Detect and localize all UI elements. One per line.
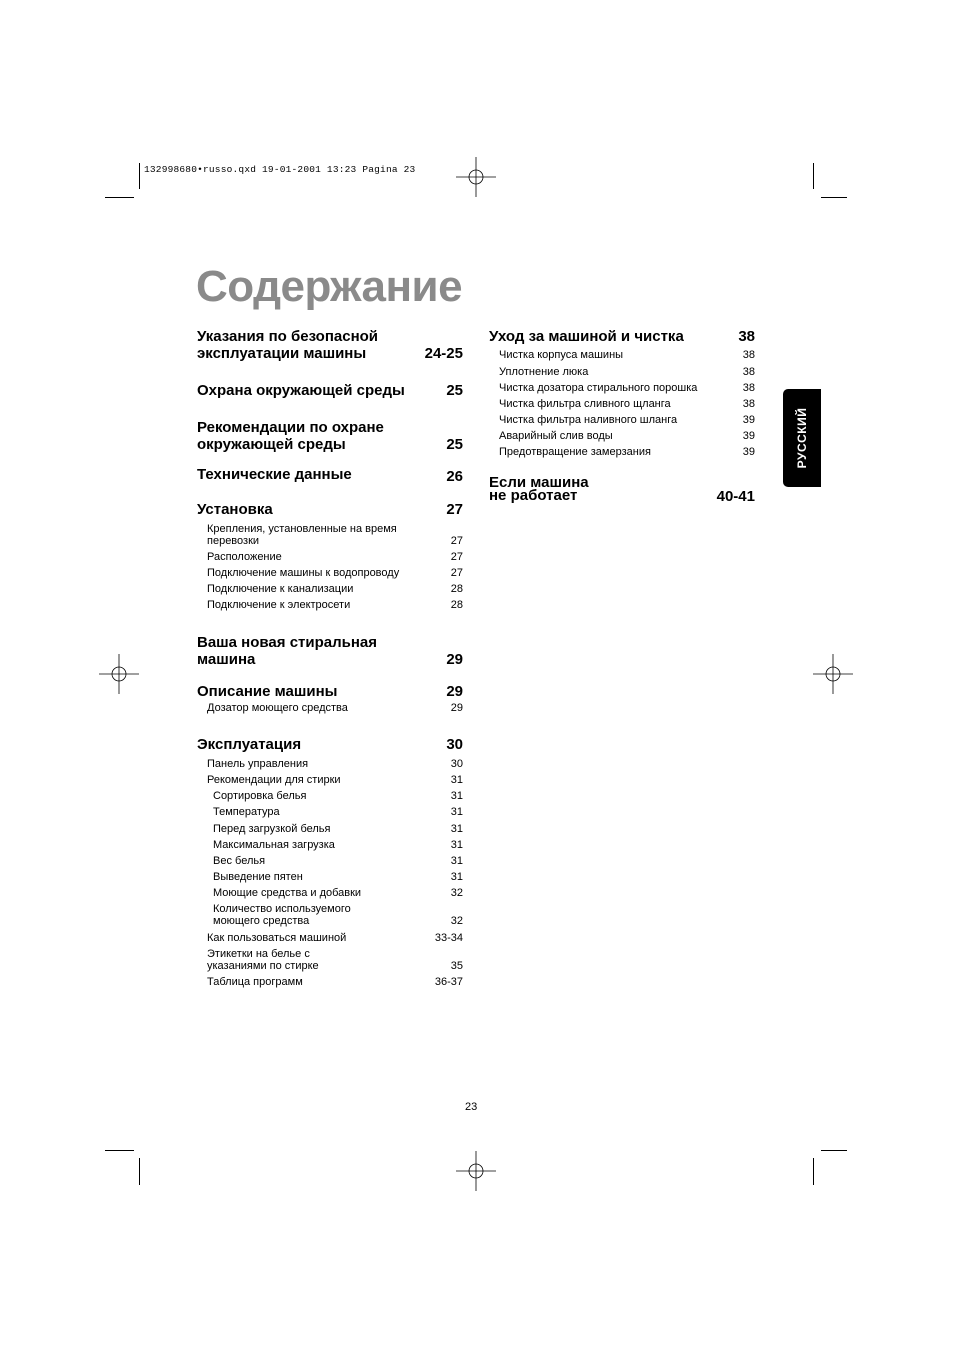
- toc-subitem[interactable]: Температура: [213, 806, 280, 818]
- toc-item-page: 32: [450, 915, 463, 927]
- page-number: 23: [465, 1101, 478, 1113]
- crop-mark: [105, 197, 134, 198]
- toc-subitem[interactable]: Максимальная загрузка: [213, 839, 335, 851]
- crop-mark: [139, 163, 140, 189]
- toc-item-page: 35: [450, 960, 463, 972]
- toc-item[interactable]: Чистка корпуса машины: [499, 349, 624, 361]
- toc-page: 27: [446, 501, 463, 518]
- toc-heading[interactable]: машина: [197, 651, 256, 668]
- toc-heading[interactable]: эксплуатации машины: [197, 345, 367, 362]
- toc-item[interactable]: указаниями по стирке: [207, 960, 319, 972]
- registration-mark-icon: [813, 654, 853, 694]
- toc-subitem[interactable]: Выведение пятен: [213, 871, 303, 883]
- toc-item-page: 39: [742, 414, 755, 426]
- crop-mark: [821, 197, 847, 198]
- toc-item[interactable]: Как пользоваться машиной: [207, 932, 347, 944]
- toc-page: 29: [446, 651, 463, 668]
- toc-item-page: 27: [450, 535, 463, 547]
- toc-item-page: 38: [742, 382, 755, 394]
- toc-page: 25: [446, 382, 463, 399]
- toc-page: 25: [446, 436, 463, 453]
- toc-heading[interactable]: Установка: [197, 501, 273, 518]
- crop-mark: [105, 1150, 134, 1151]
- toc-item[interactable]: Чистка фильтра наливного шланга: [499, 414, 678, 426]
- toc-item[interactable]: Панель управления: [207, 758, 309, 770]
- toc-subitem[interactable]: Сортировка белья: [213, 790, 307, 802]
- toc-item-page: 36-37: [434, 976, 463, 988]
- toc-item[interactable]: Аварийный слив воды: [499, 430, 613, 442]
- toc-item-page: 27: [450, 551, 463, 563]
- toc-page: 24-25: [424, 345, 463, 362]
- toc-heading[interactable]: Эксплуатация: [197, 736, 302, 753]
- toc-page: 40-41: [716, 488, 755, 505]
- toc-item[interactable]: Чистка дозатора стирального порошка: [499, 382, 698, 394]
- toc-heading[interactable]: Технические данные: [197, 466, 352, 483]
- toc-item[interactable]: перевозки: [207, 535, 260, 547]
- crop-mark: [821, 1150, 847, 1151]
- toc-item[interactable]: Рекомендации для стирки: [207, 774, 341, 786]
- toc-item-page: 28: [450, 599, 463, 611]
- toc-heading[interactable]: Указания по безопасной: [197, 328, 379, 345]
- toc-item[interactable]: Расположение: [207, 551, 282, 563]
- toc-item-page: 31: [450, 839, 463, 851]
- toc-subitem[interactable]: Вес белья: [213, 855, 266, 867]
- toc-heading[interactable]: не работает: [489, 487, 578, 504]
- toc-item[interactable]: Уплотнение люка: [499, 366, 589, 378]
- toc-subitem[interactable]: Перед загрузкой белья: [213, 823, 331, 835]
- toc-heading[interactable]: Рекомендации по охране: [197, 419, 384, 436]
- toc-page: 38: [738, 328, 755, 345]
- toc-item-page: 27: [450, 567, 463, 579]
- toc-item-page: 38: [742, 349, 755, 361]
- toc-item-page: 31: [450, 806, 463, 818]
- toc-item-page: 29: [450, 702, 463, 714]
- toc-subitem[interactable]: Количество используемого: [213, 903, 351, 915]
- toc-item[interactable]: Крепления, установленные на время: [207, 523, 397, 535]
- toc-item-page: 39: [742, 446, 755, 458]
- toc-item-page: 28: [450, 583, 463, 595]
- crop-mark: [813, 163, 814, 189]
- toc-item-page: 31: [450, 855, 463, 867]
- toc-subitem[interactable]: Моющие средства и добавки: [213, 887, 362, 899]
- toc-item-page: 30: [450, 758, 463, 770]
- toc-heading[interactable]: Уход за машиной и чистка: [489, 328, 684, 345]
- toc-heading[interactable]: окружающей среды: [197, 436, 346, 453]
- registration-mark-icon: [456, 1151, 496, 1191]
- toc-item-page: 38: [742, 398, 755, 410]
- toc-item[interactable]: Подключение машины к водопроводу: [207, 567, 400, 579]
- toc-item-page: 39: [742, 430, 755, 442]
- toc-item-page: 33-34: [434, 932, 463, 944]
- toc-item-page: 38: [742, 366, 755, 378]
- toc-subitem[interactable]: моющего средства: [213, 915, 310, 927]
- registration-mark-icon: [456, 157, 496, 197]
- toc-heading[interactable]: Ваша новая стиральная: [197, 634, 378, 651]
- registration-mark-icon: [99, 654, 139, 694]
- toc-item-page: 31: [450, 790, 463, 802]
- toc-item[interactable]: Подключение к канализации: [207, 583, 354, 595]
- print-slug: 132998680•russo.qxd 19-01-2001 13:23 Pagina 23: [144, 164, 416, 175]
- language-tab-label: РУССКИЙ: [795, 407, 809, 469]
- toc-page: 26: [446, 468, 463, 485]
- toc-heading[interactable]: Если машина: [489, 474, 589, 491]
- toc-page: 29: [446, 683, 463, 700]
- toc-item[interactable]: Чистка фильтра сливного щланга: [499, 398, 671, 410]
- toc-item[interactable]: Предотвращение замерзания: [499, 446, 651, 458]
- toc-item[interactable]: Этикетки на белье с: [207, 948, 310, 960]
- toc-item[interactable]: Подключение к электросети: [207, 599, 351, 611]
- crop-mark: [813, 1158, 814, 1185]
- toc-item-page: 31: [450, 871, 463, 883]
- toc-item-page: 31: [450, 774, 463, 786]
- toc-item[interactable]: Таблица программ: [207, 976, 303, 988]
- toc-heading[interactable]: Охрана окружающей среды: [197, 382, 405, 399]
- crop-mark: [139, 1158, 140, 1185]
- page-title: Содержание: [196, 262, 463, 311]
- toc-item-page: 32: [450, 887, 463, 899]
- language-tab: [783, 389, 821, 487]
- toc-item-page: 31: [450, 823, 463, 835]
- toc-item[interactable]: Дозатор моющего средства: [207, 702, 348, 714]
- toc-heading[interactable]: Описание машины: [197, 683, 338, 700]
- toc-page: 30: [446, 736, 463, 753]
